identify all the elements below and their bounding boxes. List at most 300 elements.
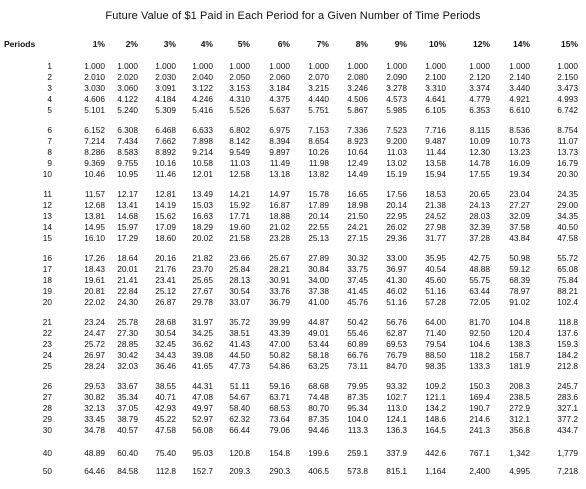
value-cell: 245.7 <box>557 381 578 391</box>
table-row <box>0 211 586 221</box>
value-cell: 15.62 <box>155 211 176 221</box>
value-cell: 41.45 <box>347 286 368 296</box>
value-cell: 208.3 <box>509 381 530 391</box>
value-cell: 21.76 <box>155 264 176 274</box>
value-cell: 6.633 <box>192 125 213 135</box>
value-cell: 32.09 <box>509 211 530 221</box>
value-cell: 48.89 <box>84 448 105 458</box>
table-row <box>0 72 586 82</box>
value-cell: 55.72 <box>557 253 578 263</box>
value-cell: 2.010 <box>84 72 105 82</box>
value-cell: 356.8 <box>509 425 530 435</box>
value-cell: 91.02 <box>509 297 530 307</box>
period-header: Periods <box>4 39 36 49</box>
table-row <box>0 466 586 476</box>
value-cell: 38.51 <box>229 328 250 338</box>
value-cell: 51.16 <box>425 286 446 296</box>
value-cell: 43.84 <box>509 233 530 243</box>
value-cell: 25.78 <box>117 317 138 327</box>
value-cell: 34.35 <box>557 211 578 221</box>
period-cell: 23 <box>42 339 52 349</box>
value-cell: 327.1 <box>557 403 578 413</box>
value-cell: 16.63 <box>192 211 213 221</box>
value-cell: 152.7 <box>192 466 213 476</box>
value-cell: 17.29 <box>117 233 138 243</box>
value-cell: 337.9 <box>386 448 407 458</box>
value-cell: 1.000 <box>84 61 105 71</box>
value-cell: 34.00 <box>308 275 329 285</box>
value-cell: 5.985 <box>386 105 407 115</box>
value-cell: 3.246 <box>347 83 368 93</box>
value-cell: 434.7 <box>557 425 578 435</box>
value-cell: 47.08 <box>192 392 213 402</box>
value-cell: 377.2 <box>557 414 578 424</box>
rate-header: 2% <box>125 39 138 49</box>
table-row <box>0 339 586 349</box>
rate-header: 4% <box>200 39 213 49</box>
value-cell: 21.82 <box>192 253 213 263</box>
value-cell: 573.8 <box>347 466 368 476</box>
value-cell: 17.71 <box>229 211 250 221</box>
value-cell: 41.43 <box>229 339 250 349</box>
value-cell: 20.16 <box>155 253 176 263</box>
value-cell: 36.46 <box>155 361 176 371</box>
value-cell: 23.28 <box>269 233 290 243</box>
value-cell: 1.000 <box>308 61 329 71</box>
table-row <box>0 189 586 199</box>
value-cell: 13.02 <box>386 158 407 168</box>
value-cell: 1,779 <box>557 448 578 458</box>
value-cell: 23.70 <box>192 264 213 274</box>
value-cell: 1,342 <box>509 448 530 458</box>
value-cell: 24.13 <box>469 200 490 210</box>
value-cell: 81.70 <box>469 317 490 327</box>
value-cell: 13.41 <box>117 200 138 210</box>
value-cell: 12.58 <box>229 169 250 179</box>
value-cell: 60.40 <box>117 448 138 458</box>
rate-header: 8% <box>355 39 368 49</box>
value-cell: 16.87 <box>269 200 290 210</box>
value-cell: 37.58 <box>509 222 530 232</box>
rate-header: 14% <box>512 39 530 49</box>
value-cell: 3.030 <box>84 83 105 93</box>
value-cell: 14.68 <box>117 211 138 221</box>
value-cell: 4.310 <box>229 94 250 104</box>
value-cell: 63.25 <box>308 361 329 371</box>
value-cell: 40.54 <box>425 264 446 274</box>
value-cell: 93.32 <box>386 381 407 391</box>
value-cell: 9.214 <box>192 147 213 157</box>
value-cell: 21.58 <box>229 233 250 243</box>
value-cell: 59.16 <box>269 381 290 391</box>
value-cell: 4.375 <box>269 94 290 104</box>
value-cell: 12.68 <box>84 200 105 210</box>
value-cell: 190.7 <box>469 403 490 413</box>
value-cell: 20.14 <box>308 211 329 221</box>
value-cell: 2.080 <box>347 72 368 82</box>
value-cell: 148.6 <box>425 414 446 424</box>
value-cell: 17.89 <box>308 200 329 210</box>
value-cell: 49.97 <box>192 403 213 413</box>
value-cell: 11.44 <box>425 147 446 157</box>
table-row <box>0 200 586 210</box>
value-cell: 23.41 <box>155 275 176 285</box>
table-row <box>0 403 586 413</box>
value-cell: 73.11 <box>347 361 368 371</box>
value-cell: 4.921 <box>509 94 530 104</box>
value-cell: 442.6 <box>425 448 446 458</box>
period-cell: 16 <box>42 253 52 263</box>
period-cell: 11 <box>43 189 52 199</box>
table-row <box>0 286 586 296</box>
value-cell: 65.08 <box>557 264 578 274</box>
value-cell: 4.606 <box>84 94 105 104</box>
value-cell: 50.98 <box>509 253 530 263</box>
value-cell: 22.95 <box>386 211 407 221</box>
value-cell: 50.82 <box>269 350 290 360</box>
value-cell: 102.4 <box>557 297 578 307</box>
value-cell: 55.75 <box>469 275 490 285</box>
value-cell: 47.58 <box>155 425 176 435</box>
value-cell: 79.06 <box>269 425 290 435</box>
value-cell: 3.310 <box>425 83 446 93</box>
period-cell: 9 <box>47 158 52 168</box>
value-cell: 69.53 <box>386 339 407 349</box>
value-cell: 1.000 <box>229 61 250 71</box>
table-row <box>0 392 586 402</box>
value-cell: 23.24 <box>84 317 105 327</box>
value-cell: 24.30 <box>117 297 138 307</box>
value-cell: 17.55 <box>469 169 490 179</box>
value-cell: 8.394 <box>269 136 290 146</box>
value-cell: 5.637 <box>269 105 290 115</box>
value-cell: 815.1 <box>386 466 407 476</box>
value-cell: 22.84 <box>117 286 138 296</box>
value-cell: 3.473 <box>557 83 578 93</box>
value-cell: 15.78 <box>308 189 329 199</box>
value-cell: 14.95 <box>84 222 105 232</box>
value-cell: 17.26 <box>84 253 105 263</box>
value-cell: 75.84 <box>557 275 578 285</box>
value-cell: 25.65 <box>192 275 213 285</box>
value-cell: 2,400 <box>469 466 490 476</box>
value-cell: 154.8 <box>269 448 290 458</box>
table-row <box>0 169 586 179</box>
value-cell: 32.13 <box>84 403 105 413</box>
value-cell: 11.03 <box>229 158 250 168</box>
value-cell: 27.30 <box>117 328 138 338</box>
value-cell: 47.58 <box>557 233 578 243</box>
value-cell: 9.200 <box>386 136 407 146</box>
value-cell: 75.40 <box>155 448 176 458</box>
value-cell: 7.523 <box>386 125 407 135</box>
table-row <box>0 125 586 135</box>
value-cell: 40.57 <box>117 425 138 435</box>
period-cell: 30 <box>42 425 52 435</box>
value-cell: 18.53 <box>425 189 446 199</box>
value-cell: 66.44 <box>229 425 250 435</box>
value-cell: 62.32 <box>229 414 250 424</box>
value-cell: 121.1 <box>425 392 446 402</box>
value-cell: 30.54 <box>229 286 250 296</box>
value-cell: 4.573 <box>386 94 407 104</box>
value-cell: 1.000 <box>269 61 290 71</box>
value-cell: 11.07 <box>557 136 578 146</box>
value-cell: 53.44 <box>308 339 329 349</box>
value-cell: 1.000 <box>347 61 368 71</box>
value-cell: 113.3 <box>347 425 368 435</box>
table-row <box>0 350 586 360</box>
value-cell: 36.79 <box>269 297 290 307</box>
value-cell: 1.000 <box>192 61 213 71</box>
value-cell: 38.79 <box>117 414 138 424</box>
value-cell: 241.3 <box>469 425 490 435</box>
period-cell: 22 <box>42 328 52 338</box>
value-cell: 50.42 <box>347 317 368 327</box>
value-cell: 25.67 <box>269 253 290 263</box>
value-cell: 1.000 <box>117 61 138 71</box>
value-cell: 58.40 <box>229 403 250 413</box>
value-cell: 15.19 <box>386 169 407 179</box>
value-cell: 40.50 <box>557 222 578 232</box>
value-cell: 283.6 <box>557 392 578 402</box>
table-row <box>0 275 586 285</box>
value-cell: 2.060 <box>269 72 290 82</box>
rate-header: 1% <box>92 39 105 49</box>
value-cell: 16.10 <box>84 233 105 243</box>
value-cell: 31.77 <box>425 233 446 243</box>
value-cell: 92.50 <box>469 328 490 338</box>
value-cell: 181.9 <box>509 361 530 371</box>
period-cell: 28 <box>42 403 52 413</box>
period-cell: 27 <box>42 392 52 402</box>
value-cell: 10.26 <box>308 147 329 157</box>
value-cell: 14.49 <box>347 169 368 179</box>
value-cell: 12.49 <box>347 158 368 168</box>
value-cell: 13.73 <box>557 147 578 157</box>
value-cell: 88.21 <box>557 286 578 296</box>
value-cell: 2.090 <box>386 72 407 82</box>
value-cell: 36.97 <box>386 264 407 274</box>
table-row <box>0 105 586 115</box>
value-cell: 39.08 <box>192 350 213 360</box>
rate-header: 5% <box>237 39 250 49</box>
value-cell: 112.8 <box>155 466 176 476</box>
value-cell: 78.97 <box>509 286 530 296</box>
value-cell: 10.58 <box>192 158 213 168</box>
value-cell: 10.46 <box>84 169 105 179</box>
period-cell: 4 <box>47 94 52 104</box>
period-cell: 21 <box>42 317 52 327</box>
value-cell: 11.46 <box>155 169 176 179</box>
period-cell: 1 <box>47 61 52 71</box>
table-row <box>0 222 586 232</box>
value-cell: 5.751 <box>308 105 329 115</box>
value-cell: 28.03 <box>469 211 490 221</box>
value-cell: 30.91 <box>269 275 290 285</box>
period-cell: 14 <box>42 222 52 232</box>
period-cell: 8 <box>47 147 52 157</box>
value-cell: 38.55 <box>155 381 176 391</box>
period-cell: 20 <box>42 297 52 307</box>
value-cell: 39.99 <box>269 317 290 327</box>
value-cell: 2.020 <box>117 72 138 82</box>
rate-header: 9% <box>394 39 407 49</box>
value-cell: 41.65 <box>192 361 213 371</box>
value-cell: 29.00 <box>557 200 578 210</box>
value-cell: 8.536 <box>509 125 530 135</box>
rate-header: 3% <box>163 39 176 49</box>
table-row <box>0 264 586 274</box>
value-cell: 20.14 <box>386 200 407 210</box>
value-cell: 24.47 <box>84 328 105 338</box>
value-cell: 45.76 <box>347 297 368 307</box>
value-cell: 137.6 <box>557 328 578 338</box>
value-cell: 138.3 <box>509 339 530 349</box>
value-cell: 8.754 <box>557 125 578 135</box>
value-cell: 290.3 <box>269 466 290 476</box>
table-row <box>0 158 586 168</box>
value-cell: 1.000 <box>557 61 578 71</box>
value-cell: 3.122 <box>192 83 213 93</box>
value-cell: 11.03 <box>386 147 407 157</box>
value-cell: 10.95 <box>117 169 138 179</box>
table-row <box>0 233 586 243</box>
value-cell: 28.21 <box>269 264 290 274</box>
value-cell: 5.101 <box>84 105 105 115</box>
value-cell: 24.21 <box>347 222 368 232</box>
value-cell: 120.8 <box>229 448 250 458</box>
period-cell: 50 <box>42 466 52 476</box>
value-cell: 30.42 <box>117 350 138 360</box>
value-cell: 7.434 <box>117 136 138 146</box>
value-cell: 37.05 <box>117 403 138 413</box>
value-cell: 8.892 <box>155 147 176 157</box>
value-cell: 406.5 <box>308 466 329 476</box>
value-cell: 33.07 <box>229 297 250 307</box>
value-cell: 33.00 <box>386 253 407 263</box>
value-cell: 104.8 <box>509 317 530 327</box>
table-row <box>0 425 586 435</box>
value-cell: 10.73 <box>509 136 530 146</box>
table-row <box>0 328 586 338</box>
value-cell: 11.98 <box>308 158 329 168</box>
value-cell: 54.86 <box>269 361 290 371</box>
value-cell: 22.02 <box>84 297 105 307</box>
value-cell: 5.309 <box>155 105 176 115</box>
value-cell: 118.2 <box>469 350 490 360</box>
value-cell: 76.79 <box>386 350 407 360</box>
value-cell: 47.73 <box>229 361 250 371</box>
value-cell: 8.115 <box>469 125 490 135</box>
value-cell: 18.60 <box>155 233 176 243</box>
value-cell: 150.3 <box>469 381 490 391</box>
value-cell: 33.67 <box>117 381 138 391</box>
value-cell: 1.000 <box>469 61 490 71</box>
period-cell: 10 <box>42 169 52 179</box>
value-cell: 84.70 <box>386 361 407 371</box>
value-cell: 19.61 <box>84 275 105 285</box>
table-row <box>0 83 586 93</box>
value-cell: 44.50 <box>229 350 250 360</box>
value-cell: 13.49 <box>192 189 213 199</box>
value-cell: 7.662 <box>155 136 176 146</box>
table-row <box>0 414 586 424</box>
value-cell: 11.57 <box>84 189 105 199</box>
value-cell: 58.18 <box>308 350 329 360</box>
value-cell: 26.87 <box>155 297 176 307</box>
value-cell: 169.4 <box>469 392 490 402</box>
value-cell: 2.030 <box>155 72 176 82</box>
value-cell: 25.72 <box>84 339 105 349</box>
value-cell: 23.66 <box>229 253 250 263</box>
period-cell: 12 <box>42 200 52 210</box>
value-cell: 9.755 <box>117 158 138 168</box>
value-cell: 272.9 <box>509 403 530 413</box>
value-cell: 6.353 <box>469 105 490 115</box>
value-cell: 2.140 <box>509 72 530 82</box>
value-cell: 2.100 <box>425 72 446 82</box>
value-cell: 24.52 <box>425 211 446 221</box>
rate-header: 10% <box>428 39 446 49</box>
value-cell: 8.654 <box>308 136 329 146</box>
value-cell: 4.641 <box>425 94 446 104</box>
value-cell: 13.82 <box>308 169 329 179</box>
value-cell: 26.97 <box>84 350 105 360</box>
value-cell: 21.50 <box>347 211 368 221</box>
value-cell: 29.53 <box>84 381 105 391</box>
value-cell: 16.09 <box>509 158 530 168</box>
value-cell: 109.2 <box>425 381 446 391</box>
value-cell: 4.440 <box>308 94 329 104</box>
table-row <box>0 136 586 146</box>
value-cell: 52.97 <box>192 414 213 424</box>
period-cell: 18 <box>42 275 52 285</box>
value-cell: 68.53 <box>269 403 290 413</box>
value-cell: 7.153 <box>308 125 329 135</box>
value-cell: 56.76 <box>386 317 407 327</box>
period-cell: 3 <box>47 83 52 93</box>
value-cell: 2.120 <box>469 72 490 82</box>
value-cell: 4,995 <box>509 466 530 476</box>
value-cell: 56.08 <box>192 425 213 435</box>
value-cell: 34.78 <box>84 425 105 435</box>
table-row <box>0 94 586 104</box>
value-cell: 36.62 <box>192 339 213 349</box>
value-cell: 66.76 <box>347 350 368 360</box>
value-cell: 41.00 <box>308 297 329 307</box>
page-title: Future Value of $1 Paid in Each Period for a Given Number of Time Periods <box>105 10 481 22</box>
value-cell: 19.34 <box>509 169 530 179</box>
value-cell: 133.3 <box>469 361 490 371</box>
value-cell: 124.1 <box>386 414 407 424</box>
value-cell: 34.43 <box>155 350 176 360</box>
value-cell: 15.03 <box>192 200 213 210</box>
value-cell: 22.55 <box>308 222 329 232</box>
value-cell: 47.00 <box>269 339 290 349</box>
value-cell: 62.87 <box>386 328 407 338</box>
value-cell: 164.5 <box>425 425 446 435</box>
value-cell: 118.8 <box>557 317 578 327</box>
value-cell: 63.71 <box>269 392 290 402</box>
value-cell: 14.21 <box>229 189 250 199</box>
value-cell: 15.92 <box>229 200 250 210</box>
value-cell: 79.95 <box>347 381 368 391</box>
value-cell: 30.32 <box>347 253 368 263</box>
value-cell: 6.802 <box>229 125 250 135</box>
value-cell: 37.28 <box>469 233 490 243</box>
value-cell: 72.05 <box>469 297 490 307</box>
